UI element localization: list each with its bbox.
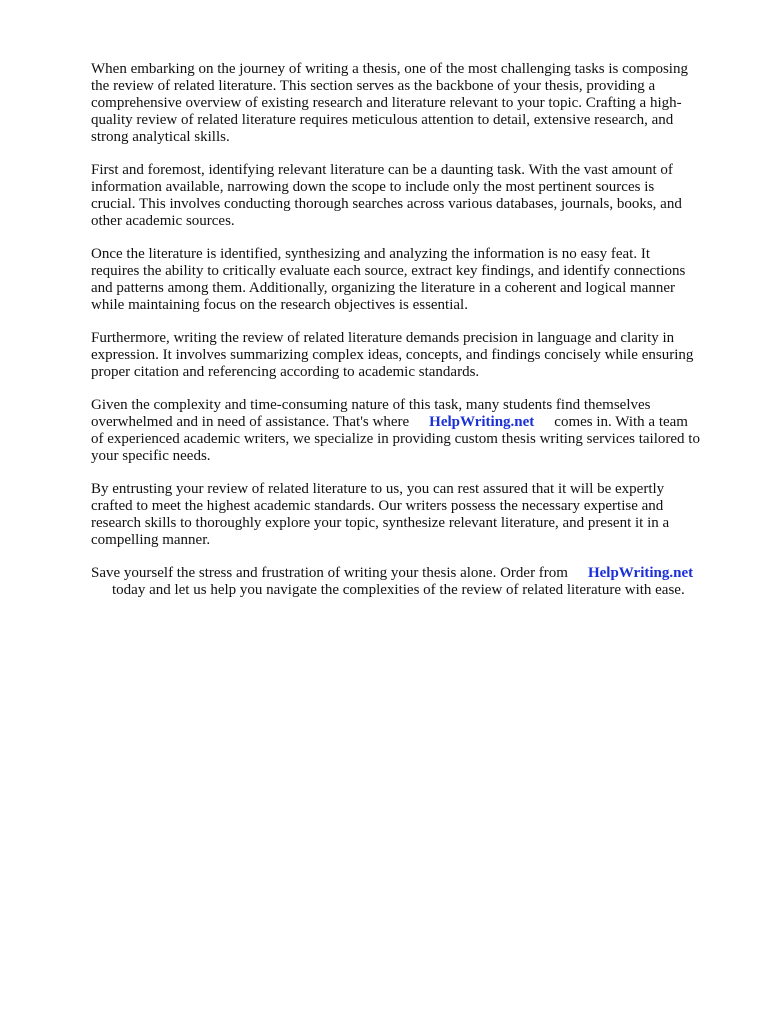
text-line: information available, narrowing down the scope to include only the most pertinent sources is (91, 179, 655, 195)
text-fragment: Save yourself the stress and frustration of writing your thesis alone. Order from (91, 565, 568, 581)
text-line: quality review of related literature requires meticulous attention to detail, extensive research, and (91, 112, 674, 128)
text-line: Given the complexity and time-consuming nature of this task, many students find themselves (91, 397, 651, 413)
text-line: while maintaining focus on the research objectives is essential. (91, 297, 468, 313)
text-line: the review of related literature. This section serves as the backbone of your thesis, providing a (91, 78, 656, 94)
text-line: Once the literature is identified, synthesizing and analyzing the information is no easy feat. It (91, 246, 650, 262)
paragraph-assistance (91, 397, 727, 465)
text-fragment: comes in. With a team (554, 414, 688, 430)
paragraph-closing (91, 565, 727, 599)
text-line: proper citation and referencing according to academic standards. (91, 364, 480, 380)
text-fragment: overwhelmed and in need of assistance. That's where (91, 414, 410, 430)
text-line: requires the ability to critically evaluate each source, extract key findings, and identify connections (91, 263, 686, 279)
paragraph-entrusting (91, 481, 727, 549)
text-line-with-link (91, 414, 727, 431)
text-line: and patterns among them. Additionally, organizing the literature in a coherent and logical manner (91, 280, 675, 296)
text-line: compelling manner. (91, 532, 211, 548)
paragraph-writing (91, 330, 727, 381)
text-line: Furthermore, writing the review of related literature demands precision in language and clarity in (91, 330, 675, 346)
text-line: crucial. This involves conducting thorough searches across various databases, journals, books, and (91, 196, 682, 212)
text-line: First and foremost, identifying relevant literature can be a daunting task. With the vast amount of (91, 162, 673, 178)
text-line: today and let us help you navigate the complexities of the review of related literature with ease. (112, 582, 685, 598)
text-line: research skills to thoroughly explore your topic, synthesize relevant literature, and present it in a (91, 515, 670, 531)
text-line: strong analytical skills. (91, 129, 230, 145)
text-line: your specific needs. (91, 448, 211, 464)
text-line: other academic sources. (91, 213, 235, 229)
document-page (91, 61, 727, 615)
helpwriting-link[interactable]: HelpWriting.net (587, 565, 694, 581)
text-line: of experienced academic writers, we specialize in providing custom thesis writing services tailored to (91, 431, 700, 447)
text-line: comprehensive overview of existing research and literature relevant to your topic. Crafting a high- (91, 95, 682, 111)
text-line: expression. It involves summarizing complex ideas, concepts, and findings concisely while ensuring (91, 347, 694, 363)
text-line: crafted to meet the highest academic standards. Our writers possess the necessary expertise and (91, 498, 664, 514)
paragraph-identifying (91, 162, 727, 230)
paragraph-intro (91, 61, 727, 146)
paragraph-synthesizing (91, 246, 727, 314)
text-line: When embarking on the journey of writing a thesis, one of the most challenging tasks is composing (91, 61, 688, 77)
helpwriting-link[interactable]: HelpWriting.net (429, 414, 535, 430)
text-line-with-link (91, 565, 727, 582)
text-line: By entrusting your review of related literature to us, you can rest assured that it will be expertly (91, 481, 665, 497)
